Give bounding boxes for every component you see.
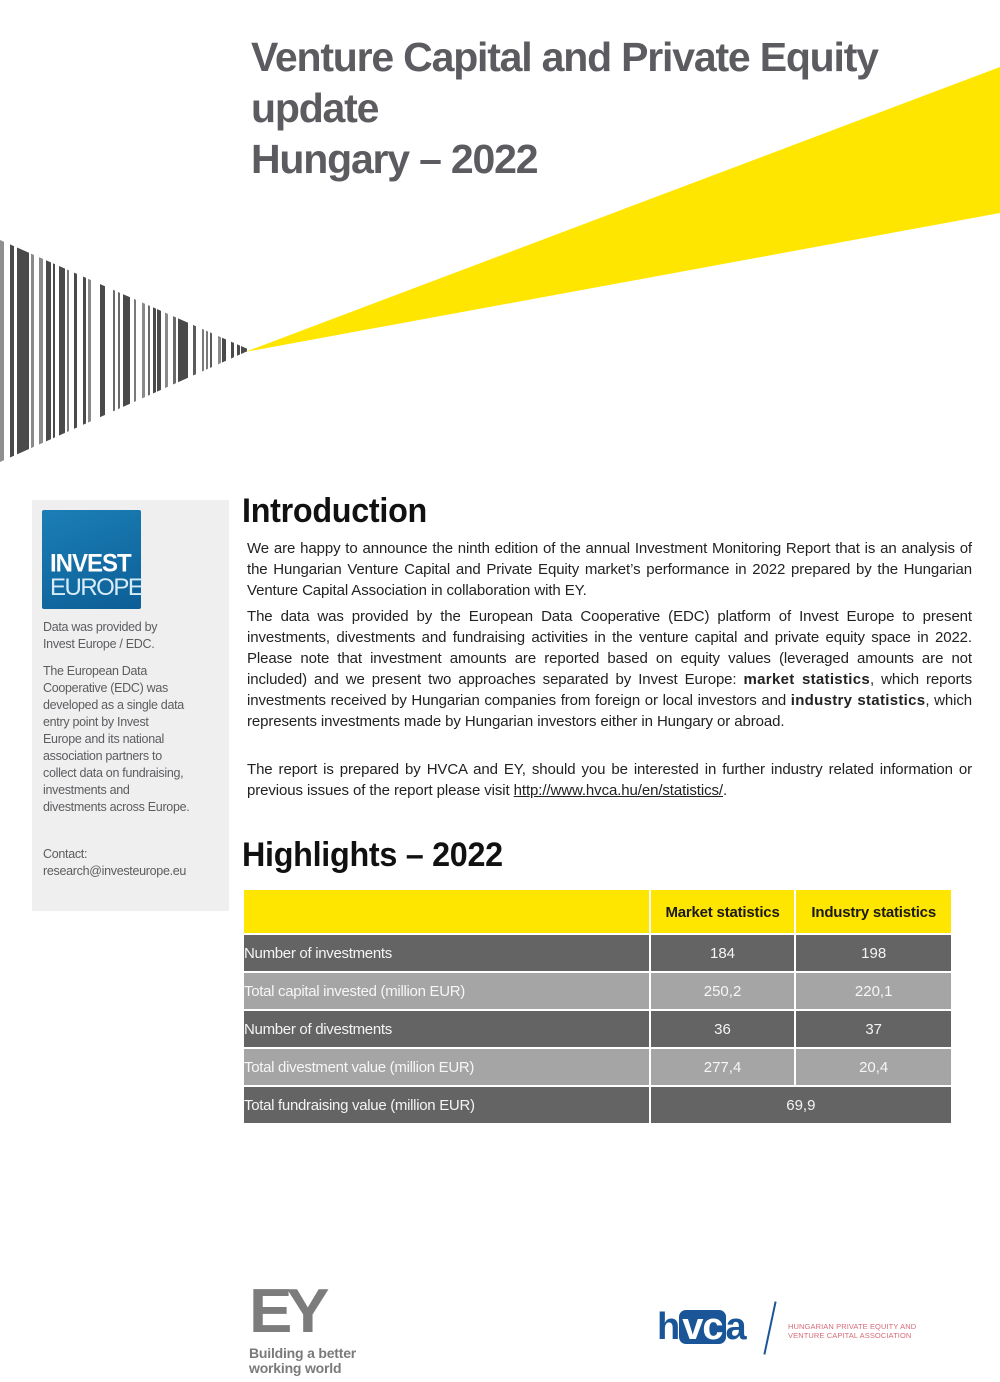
edc-line: association partners to xyxy=(43,749,162,763)
table-header-industry: Industry statistics xyxy=(795,889,952,934)
hvca-wordmark xyxy=(657,1307,746,1347)
ey-tagline xyxy=(249,1346,356,1376)
edc-line: divestments across Europe. xyxy=(43,800,190,814)
provided-by-line: Invest Europe / EDC. xyxy=(43,637,155,651)
table-header-row xyxy=(243,889,952,934)
edc-line: The European Data xyxy=(43,664,148,678)
row-label: Total fundraising value (million EUR) xyxy=(243,1086,650,1124)
document-title xyxy=(251,32,878,185)
row-label: Number of divestments xyxy=(243,1010,650,1048)
intro-paragraph-3 xyxy=(247,759,972,801)
edc-description xyxy=(43,663,225,816)
hvca-statistics-link[interactable]: http://www.hvca.hu/en/statistics/ xyxy=(513,782,723,799)
provided-by-line: Data was provided by xyxy=(43,620,158,634)
hvca-subtitle-line: HUNGARIAN PRIVATE EQUITY AND xyxy=(788,1322,917,1331)
market-value: 277,4 xyxy=(650,1048,796,1086)
market-value: 36 xyxy=(650,1010,796,1048)
intro-text: , which represents investments made by Hungarian investors either in Hungary or abroad. xyxy=(247,692,972,730)
table-row xyxy=(243,1048,952,1086)
title-line-3: Hungary – 2022 xyxy=(251,136,538,182)
edc-line: entry point by Invest xyxy=(43,715,149,729)
row-label: Total capital invested (million EUR) xyxy=(243,972,650,1010)
intro-paragraph-2 xyxy=(247,606,972,732)
contact-block xyxy=(43,846,225,880)
logo-text-europe: EUROPE xyxy=(50,574,143,601)
hvca-subtitle-line: VENTURE CAPITAL ASSOCIATION xyxy=(788,1331,912,1340)
ey-mark: EY xyxy=(249,1277,324,1346)
intro-text: The report is prepared by HVCA and EY, should you be interested in further industry related information or previous issues of the report please visit xyxy=(247,761,972,799)
industry-value: 37 xyxy=(795,1010,952,1048)
title-line-2: update xyxy=(251,85,379,131)
ey-tagline-line: working world xyxy=(249,1360,342,1376)
title-line-1: Venture Capital and Private Equity xyxy=(251,34,878,80)
introduction-heading: Introduction xyxy=(242,492,427,530)
edc-line: Cooperative (EDC) was xyxy=(43,681,168,695)
invest-europe-logo xyxy=(42,510,141,609)
highlights-table xyxy=(242,888,953,1125)
row-label: Total divestment value (million EUR) xyxy=(243,1048,650,1086)
logo-text-invest: INVEST xyxy=(50,549,131,578)
edc-line: developed as a single data xyxy=(43,698,184,712)
intro-text: The data was provided by the European Data Cooperative (EDC) platform of Invest Europe to present investments, divestments and fundraising activities in the venture capital and private equity space in 2022. Please note that investment amounts are reported based on equity values (leveraged amounts are not included) and we present two approaches separated by Invest Europe: xyxy=(247,608,972,688)
market-statistics-term: market statistics xyxy=(743,671,870,688)
table-header-blank xyxy=(243,889,650,934)
ey-tagline-line: Building a better xyxy=(249,1345,357,1361)
hvca-letter-h: h xyxy=(657,1306,680,1348)
table-row xyxy=(243,1010,952,1048)
provided-by-text xyxy=(43,619,225,653)
industry-value: 20,4 xyxy=(795,1048,952,1086)
hvca-slash-divider xyxy=(763,1301,776,1354)
contact-email[interactable]: research@investeurope.eu xyxy=(43,864,187,878)
ey-logo xyxy=(249,1277,357,1376)
table-row xyxy=(243,934,952,972)
table-row xyxy=(243,1086,952,1124)
combined-value: 69,9 xyxy=(650,1086,952,1124)
hvca-subtitle xyxy=(788,1322,916,1340)
hvca-letter-a: a xyxy=(725,1306,746,1348)
intro-text: . xyxy=(722,782,728,799)
table-header-market: Market statistics xyxy=(650,889,796,934)
table-row xyxy=(243,972,952,1010)
contact-label: Contact: xyxy=(43,847,88,861)
intro-paragraph-1: We are happy to announce the ninth edition of the annual Investment Monitoring Report that is an analysis of the Hungarian Venture Capital and Private Equity market’s performance in 2022 prepared by the Hungarian Venture Capital Association in collaboration with EY. xyxy=(247,540,972,599)
industry-value: 220,1 xyxy=(795,972,952,1010)
market-value: 184 xyxy=(650,934,796,972)
invest-europe-sidebar xyxy=(32,500,229,911)
edc-line: investments and xyxy=(43,783,130,797)
edc-line: collect data on fundraising, xyxy=(43,766,184,780)
highlights-heading: Highlights – 2022 xyxy=(242,836,503,874)
edc-line: Europe and its national xyxy=(43,732,164,746)
intro-text: , which reports investments received by Hungarian companies from foreign or local investors and xyxy=(247,671,972,709)
row-label: Number of investments xyxy=(243,934,650,972)
market-value: 250,2 xyxy=(650,972,796,1010)
industry-value: 198 xyxy=(795,934,952,972)
hvca-logo xyxy=(657,1305,947,1355)
industry-statistics-term: industry statistics xyxy=(790,692,926,709)
hvca-letters-vc: vc xyxy=(679,1310,725,1344)
